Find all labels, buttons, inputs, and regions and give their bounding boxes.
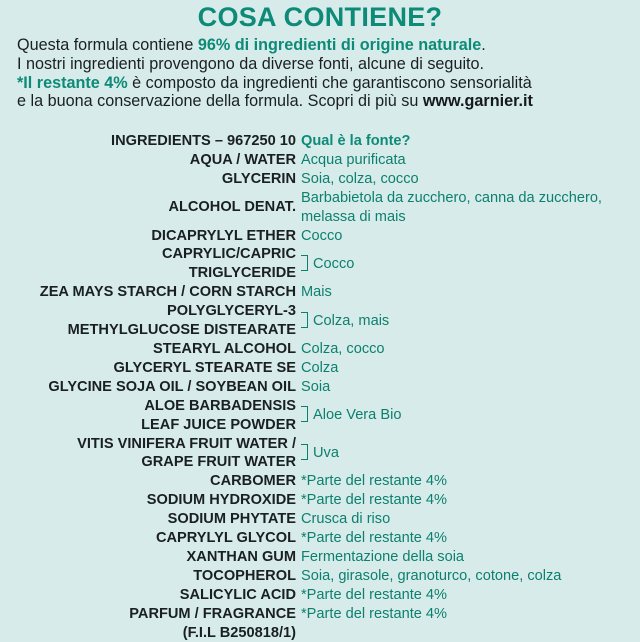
ingredient-source (296, 510, 390, 529)
ingredient-source (296, 472, 447, 491)
ingredient-row (0, 567, 640, 586)
ingredient-name (0, 151, 296, 170)
ingredient-name-line: METHYLGLUCOSE DISTEARATE (67, 322, 296, 339)
grouping-bracket-icon (301, 255, 308, 271)
ingredient-name (0, 624, 296, 642)
intro-line-1 (17, 36, 632, 55)
ingredient-row (0, 302, 640, 340)
ingredient-source-text: Soia, colza, cocco (301, 170, 419, 187)
intro-text: è composto da ingredienti che garantiscono sensorialità (127, 73, 532, 92)
ingredient-name-line: ALOE BARBADENSIS (144, 397, 296, 414)
source-header-label: Qual è la fonte? (301, 133, 411, 149)
ingredient-row (0, 151, 640, 170)
ingredient-row (0, 378, 640, 397)
ingredient-name (0, 283, 296, 302)
ingredient-source (296, 548, 464, 567)
ingredients-header-row (0, 132, 640, 151)
website-link[interactable]: www.garnier.it (422, 92, 533, 111)
ingredient-source (296, 605, 447, 624)
section-title: COSA CONTIENE? (197, 2, 443, 32)
intro-line-3 (17, 74, 632, 93)
ingredient-source (296, 283, 332, 302)
ingredient-source (296, 491, 447, 510)
ingredient-name-line: SALICYLIC ACID (179, 586, 296, 603)
ingredient-source-text: Barbabietola da zucchero, canna da zucchero, melassa di mais (301, 189, 602, 225)
ingredient-name-line: (F.I.L B250818/1) (182, 624, 296, 641)
ingredient-source-text: Uva (313, 444, 339, 461)
ingredient-source-text: *Parte del restante 4% (301, 586, 448, 603)
ingredient-name (0, 472, 296, 491)
ingredient-source-text: Crusca di riso (301, 511, 391, 528)
ingredient-source (296, 312, 389, 331)
ingredient-name-line: ALCOHOL DENAT. (168, 199, 296, 216)
ingredient-source-text: Cocco (313, 255, 355, 272)
ingredient-name-line: LEAF JUICE POWDER (141, 416, 296, 433)
ingredient-name-line: STEARYL ALCOHOL (153, 340, 296, 357)
ingredient-name-line: GLYCERYL STEARATE SE (113, 359, 296, 376)
ingredient-name (0, 567, 296, 586)
ingredient-source (296, 586, 447, 605)
ingredient-source-text: Cocco (301, 227, 343, 244)
ingredient-source (296, 340, 385, 359)
intro-text: e la buona conservazione della formula. Scopri di più su (17, 92, 423, 111)
ingredient-name (0, 491, 296, 510)
ingredient-name-line: GLYCINE SOJA OIL / SOYBEAN OIL (48, 378, 296, 395)
ingredient-row (0, 245, 640, 283)
ingredient-source (296, 359, 338, 378)
intro-text: Questa formula contiene (17, 36, 198, 54)
intro-line-2: I nostri ingredienti provengono da diverse fonti, alcune di seguito. (17, 54, 485, 73)
ingredient-row (0, 189, 640, 227)
ingredient-source-text: Soia (301, 378, 331, 395)
ingredients-table (0, 132, 640, 642)
ingredient-name-line: PARFUM / FRAGRANCE (129, 605, 296, 622)
ingredient-name (0, 529, 296, 548)
ingredient-name (0, 397, 296, 435)
grouping-bracket-icon (301, 312, 308, 328)
ingredient-source (296, 255, 354, 274)
ingredient-source-text: *Parte del restante 4% (301, 530, 448, 547)
ingredient-row (0, 548, 640, 567)
ingredient-source-text: Colza, mais (313, 312, 390, 329)
ingredient-source (296, 151, 406, 170)
ingredient-name-line: GLYCERIN (221, 170, 296, 187)
ingredient-name-line: AQUA / WATER (189, 151, 296, 168)
ingredient-source-text: *Parte del restante 4% (301, 492, 448, 509)
ingredient-name-line: GRAPE FRUIT WATER (141, 454, 296, 471)
ingredient-source-text: *Parte del restante 4% (301, 605, 448, 622)
ingredient-row (0, 605, 640, 624)
grouping-bracket-icon (301, 406, 308, 422)
ingredient-row (0, 435, 640, 473)
ingredient-name-line: ZEA MAYS STARCH / CORN STARCH (39, 284, 296, 301)
ingredient-row (0, 359, 640, 378)
ingredient-source (296, 406, 401, 425)
ingredient-row (0, 472, 640, 491)
ingredient-name-line: VITIS VINIFERA FRUIT WATER / (77, 435, 296, 452)
natural-percentage-highlight: 96% di ingredienti di origine naturale (197, 36, 482, 54)
ingredient-name-line: TRIGLYCERIDE (188, 265, 296, 282)
ingredient-name (0, 548, 296, 567)
ingredient-name (0, 435, 296, 473)
ingredient-name-line: CAPRYLYL GLYCOL (155, 530, 296, 547)
ingredients-header-label: INGREDIENTS – 967250 10 (111, 133, 296, 149)
ingredient-name (0, 302, 296, 340)
ingredient-row (0, 170, 640, 189)
ingredient-row (0, 227, 640, 246)
ingredient-name (0, 605, 296, 624)
ingredient-name-line: CAPRYLIC/CAPRIC (161, 246, 296, 263)
ingredient-name (0, 340, 296, 359)
ingredient-source-text: Aloe Vera Bio (313, 407, 402, 424)
ingredient-source (296, 567, 561, 586)
ingredient-source (296, 444, 339, 463)
ingredient-name (0, 198, 296, 217)
ingredient-name-line: CARBOMER (210, 473, 296, 490)
ingredient-name-line: POLYGLYCERYL-3 (167, 303, 296, 320)
intro-line-4 (17, 92, 632, 111)
ingredient-source-text: Colza, cocco (301, 340, 385, 357)
ingredient-name-line: SODIUM HYDROXIDE (146, 492, 296, 509)
remaining-percentage-highlight: *Il restante 4% (17, 73, 128, 92)
ingredient-row (0, 491, 640, 510)
ingredient-name (0, 359, 296, 378)
ingredient-name (0, 170, 296, 189)
grouping-bracket-icon (301, 444, 308, 460)
ingredient-row (0, 586, 640, 605)
ingredient-source (296, 227, 342, 246)
ingredient-row (0, 529, 640, 548)
ingredient-source (296, 378, 330, 397)
ingredient-source-text: Colza (301, 359, 339, 376)
ingredient-source (296, 189, 636, 227)
ingredient-name (0, 245, 296, 283)
ingredient-source-text: Mais (301, 284, 332, 301)
ingredient-name-line: SODIUM PHYTATE (167, 511, 296, 528)
ingredient-row (0, 624, 640, 642)
ingredient-name-line: XANTHAN GUM (186, 548, 296, 565)
ingredient-source-text: Acqua purificata (301, 151, 406, 168)
ingredient-name (0, 586, 296, 605)
ingredient-source (296, 529, 447, 548)
ingredient-row (0, 397, 640, 435)
ingredient-name (0, 227, 296, 246)
ingredient-source (296, 170, 419, 189)
ingredient-name (0, 510, 296, 529)
ingredient-name (0, 378, 296, 397)
ingredient-source-text: Fermentazione della soia (301, 548, 465, 565)
ingredient-name-line: TOCOPHEROL (193, 567, 296, 584)
ingredient-name-line: DICAPRYLYL ETHER (151, 227, 296, 244)
ingredient-row (0, 340, 640, 359)
ingredient-source-text: *Parte del restante 4% (301, 473, 448, 490)
intro-text: . (481, 36, 486, 54)
ingredient-row (0, 510, 640, 529)
ingredient-source-text: Soia, girasole, granoturco, cotone, colza (301, 567, 562, 584)
ingredient-row (0, 283, 640, 302)
intro-paragraph (17, 36, 632, 111)
